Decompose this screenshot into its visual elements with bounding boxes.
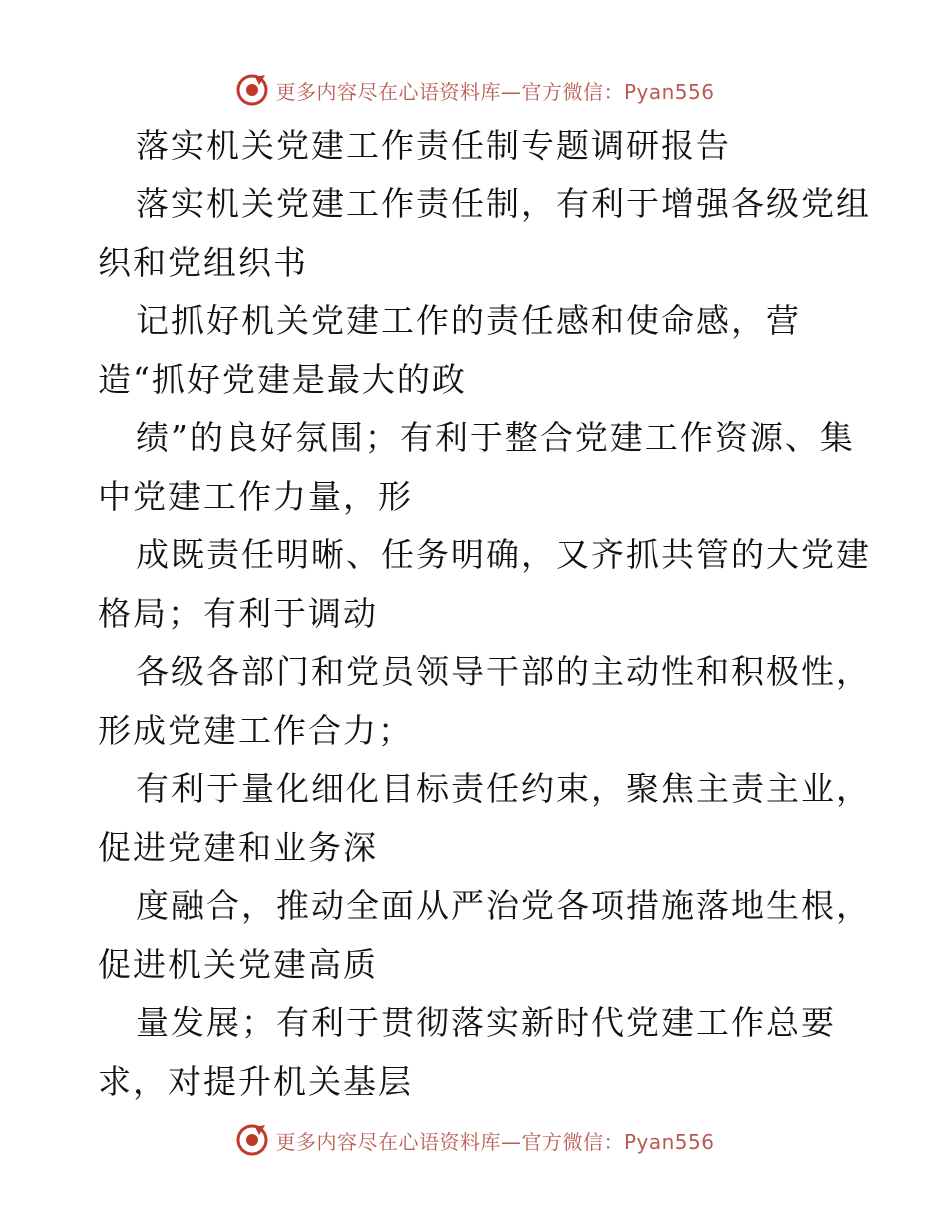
paragraph-line: 有利于量化细化目标责任约束，聚焦主责主业， (136, 769, 871, 808)
paragraph-line: 促进机关党建高质 (98, 945, 378, 984)
logo-icon (235, 73, 269, 107)
paragraph-line: 求，对提升机关基层 (98, 1062, 413, 1101)
paragraph-line: 落实机关党建工作责任制，有利于增强各级党组 (136, 184, 871, 223)
logo-icon (235, 1123, 269, 1157)
paragraph-line: 成既责任明晰、任务明确，又齐抓共管的大党建 (136, 535, 871, 574)
paragraph-line: 促进党建和业务深 (98, 828, 378, 867)
header-watermark (0, 72, 950, 108)
header-watermark-text: 更多内容尽在心语资料库—官方微信：Pyan556 (275, 79, 715, 104)
paragraph-line: 记抓好机关党建工作的责任感和使命感，营 (136, 301, 801, 340)
paragraph-line: 格局；有利于调动 (98, 594, 378, 633)
footer-watermark (0, 1122, 950, 1158)
paragraph-line: 量发展；有利于贯彻落实新时代党建工作总要 (136, 1003, 836, 1042)
paragraph-line: 织和党组织书 (98, 243, 308, 282)
footer-watermark-text: 更多内容尽在心语资料库—官方微信：Pyan556 (275, 1129, 715, 1154)
document-title: 落实机关党建工作责任制专题调研报告 (136, 126, 731, 165)
paragraph-line: 各级各部门和党员领导干部的主动性和积极性， (136, 652, 871, 691)
paragraph-line: 度融合，推动全面从严治党各项措施落地生根， (136, 886, 871, 925)
paragraph-line: 中党建工作力量，形 (98, 477, 413, 516)
paragraph-line: 造“抓好党建是最大的政 (98, 360, 467, 399)
paragraph-line: 绩”的良好氛围；有利于整合党建工作资源、集 (136, 418, 855, 457)
paragraph-line: 形成党建工作合力； (98, 711, 413, 750)
